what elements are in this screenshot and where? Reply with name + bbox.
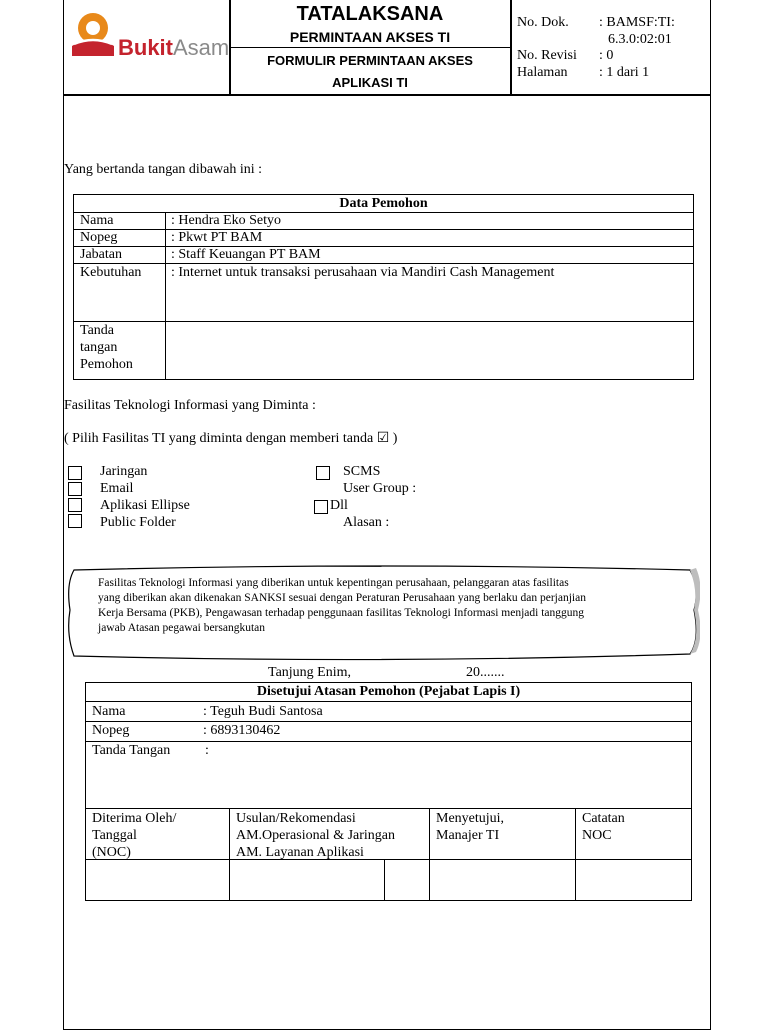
checkbox-jaringan[interactable] [68, 466, 82, 480]
approver-signature-colon: : [205, 743, 209, 758]
notes-cell[interactable] [576, 860, 691, 900]
notes-line: Catatan [582, 811, 625, 826]
applicant-signature-label: Pemohon [80, 357, 133, 372]
received-by-header [92, 810, 176, 861]
option-label: Public Folder [100, 515, 176, 530]
approver-nopeg-value: : 6893130462 [203, 723, 281, 738]
received-by-line: Diterima Oleh/ [92, 811, 177, 826]
approver-signature-field[interactable] [215, 742, 691, 808]
facilities-instruction: ( Pilih Fasilitas TI yang diminta dengan memberi tanda ☑ ) [64, 431, 398, 446]
page-value: : 1 dari 1 [599, 65, 650, 80]
year-text: 20....... [466, 665, 505, 680]
applicant-value-need: : Internet untuk transaksi perusahaan via Mandiri Cash Management [171, 265, 555, 280]
document-title: TATALAKSANA [296, 3, 444, 25]
applicant-row-line [73, 246, 694, 247]
company-logo [66, 8, 230, 68]
approval-heading: Disetujui Atasan Pemohon (Pejabat Lapis I) [256, 684, 521, 699]
facilities-heading: Fasilitas Teknologi Informasi yang Diminta : [64, 398, 316, 413]
approval-row-line [85, 701, 692, 702]
recommendation-header [236, 810, 395, 861]
revision-value: : 0 [599, 48, 614, 63]
applicant-row-line [73, 263, 694, 264]
applicant-value-nopeg: : Pkwt PT BAM [171, 230, 263, 245]
intro-text: Yang bertanda tangan dibawah ini : [64, 162, 263, 177]
notice-line: jawab Atasan pegawai bersangkutan [98, 622, 266, 634]
recommendation-line: Usulan/Rekomendasi [236, 811, 356, 826]
option-label: Dll [330, 498, 348, 513]
logo-text-asam: Asam [173, 35, 230, 60]
applicant-label-nopeg: Nopeg [80, 230, 118, 245]
option-label: User Group : [343, 481, 417, 496]
received-by-signature-cell[interactable] [86, 860, 228, 900]
notice-text [98, 576, 668, 636]
recommendation-signature-cell[interactable] [230, 860, 383, 900]
form-title-line2: APLIKASI TI [332, 75, 408, 90]
logo-text-bukit: Bukit [118, 35, 173, 60]
applicant-heading: Data Pemohon [339, 196, 428, 211]
logo-mark-icon [68, 10, 118, 58]
applicant-value-name: : Hendra Eko Setyo [171, 213, 282, 228]
option-label: Aplikasi Ellipse [100, 498, 190, 513]
checkbox-dll[interactable] [314, 500, 328, 514]
applicant-row-line [73, 212, 694, 213]
notice-line: Kerja Bersama (PKB), Pengawasan terhadap penggunaan fasilitas Teknologi Informasi menjadi tanggung [98, 607, 584, 619]
applicant-signature-field[interactable] [166, 322, 693, 379]
header-bottom-line [63, 94, 711, 96]
notice-line: yang diberikan akan dikenakan SANKSI sesuai dengan Peraturan Perusahaan yang berlaku dan perjanjian [98, 592, 586, 604]
approved-by-line: Menyetujui, [436, 811, 505, 826]
applicant-label-need: Kebutuhan [80, 265, 142, 280]
applicant-signature-label: Tanda [80, 323, 115, 338]
applicant-signature-label: tangan [80, 340, 118, 355]
doc-number-value: : BAMSF:TI: [599, 15, 675, 30]
checkbox-public-folder[interactable] [68, 514, 82, 528]
received-by-line: (NOC) [92, 845, 131, 860]
revision-label: No. Revisi [517, 48, 577, 63]
approved-by-signature-cell[interactable] [430, 860, 574, 900]
approval-row-line [85, 721, 692, 722]
approver-nopeg-label: Nopeg [92, 723, 130, 738]
approver-name-value: : Teguh Budi Santosa [203, 704, 323, 719]
applicant-label-name: Nama [80, 213, 114, 228]
applicant-value-position: : Staff Keuangan PT BAM [171, 247, 321, 262]
approver-signature-label: Tanda Tangan [92, 743, 171, 758]
form-title-line1: FORMULIR PERMINTAAN AKSES [267, 53, 473, 68]
applicant-label-position: Jabatan [80, 247, 122, 262]
approver-name-label: Nama [92, 704, 126, 719]
applicant-row-line [73, 229, 694, 230]
doc-number-value-2: 6.3.0:02:01 [608, 32, 672, 47]
doc-number-label: No. Dok. [517, 15, 569, 30]
checkbox-email[interactable] [68, 482, 82, 496]
checkbox-scms[interactable] [316, 466, 330, 480]
place-text: Tanjung Enim, [268, 665, 352, 680]
approved-by-header [436, 810, 504, 844]
option-label: Email [100, 481, 134, 496]
header-title-divider [229, 47, 511, 48]
received-by-line: Tanggal [92, 828, 137, 843]
option-label: SCMS [343, 464, 381, 479]
page-label: Halaman [517, 65, 568, 80]
option-label: Alasan : [343, 515, 390, 530]
approval-row-line [85, 808, 692, 809]
approved-by-line: Manajer TI [436, 828, 500, 843]
document-subtitle: PERMINTAAN AKSES TI [289, 29, 451, 45]
recommendation-line: AM.Operasional & Jaringan [236, 828, 396, 843]
notes-header [582, 810, 625, 844]
option-label: Jaringan [100, 464, 148, 479]
checkbox-aplikasi-ellipse[interactable] [68, 498, 82, 512]
notes-line: NOC [582, 828, 612, 843]
recommendation-signature-cell-2[interactable] [385, 860, 428, 900]
recommendation-line: AM. Layanan Aplikasi [236, 845, 364, 860]
notice-line: Fasilitas Teknologi Informasi yang diberikan untuk kepentingan perusahaan, pelanggaran atas fasilitas [98, 577, 569, 589]
